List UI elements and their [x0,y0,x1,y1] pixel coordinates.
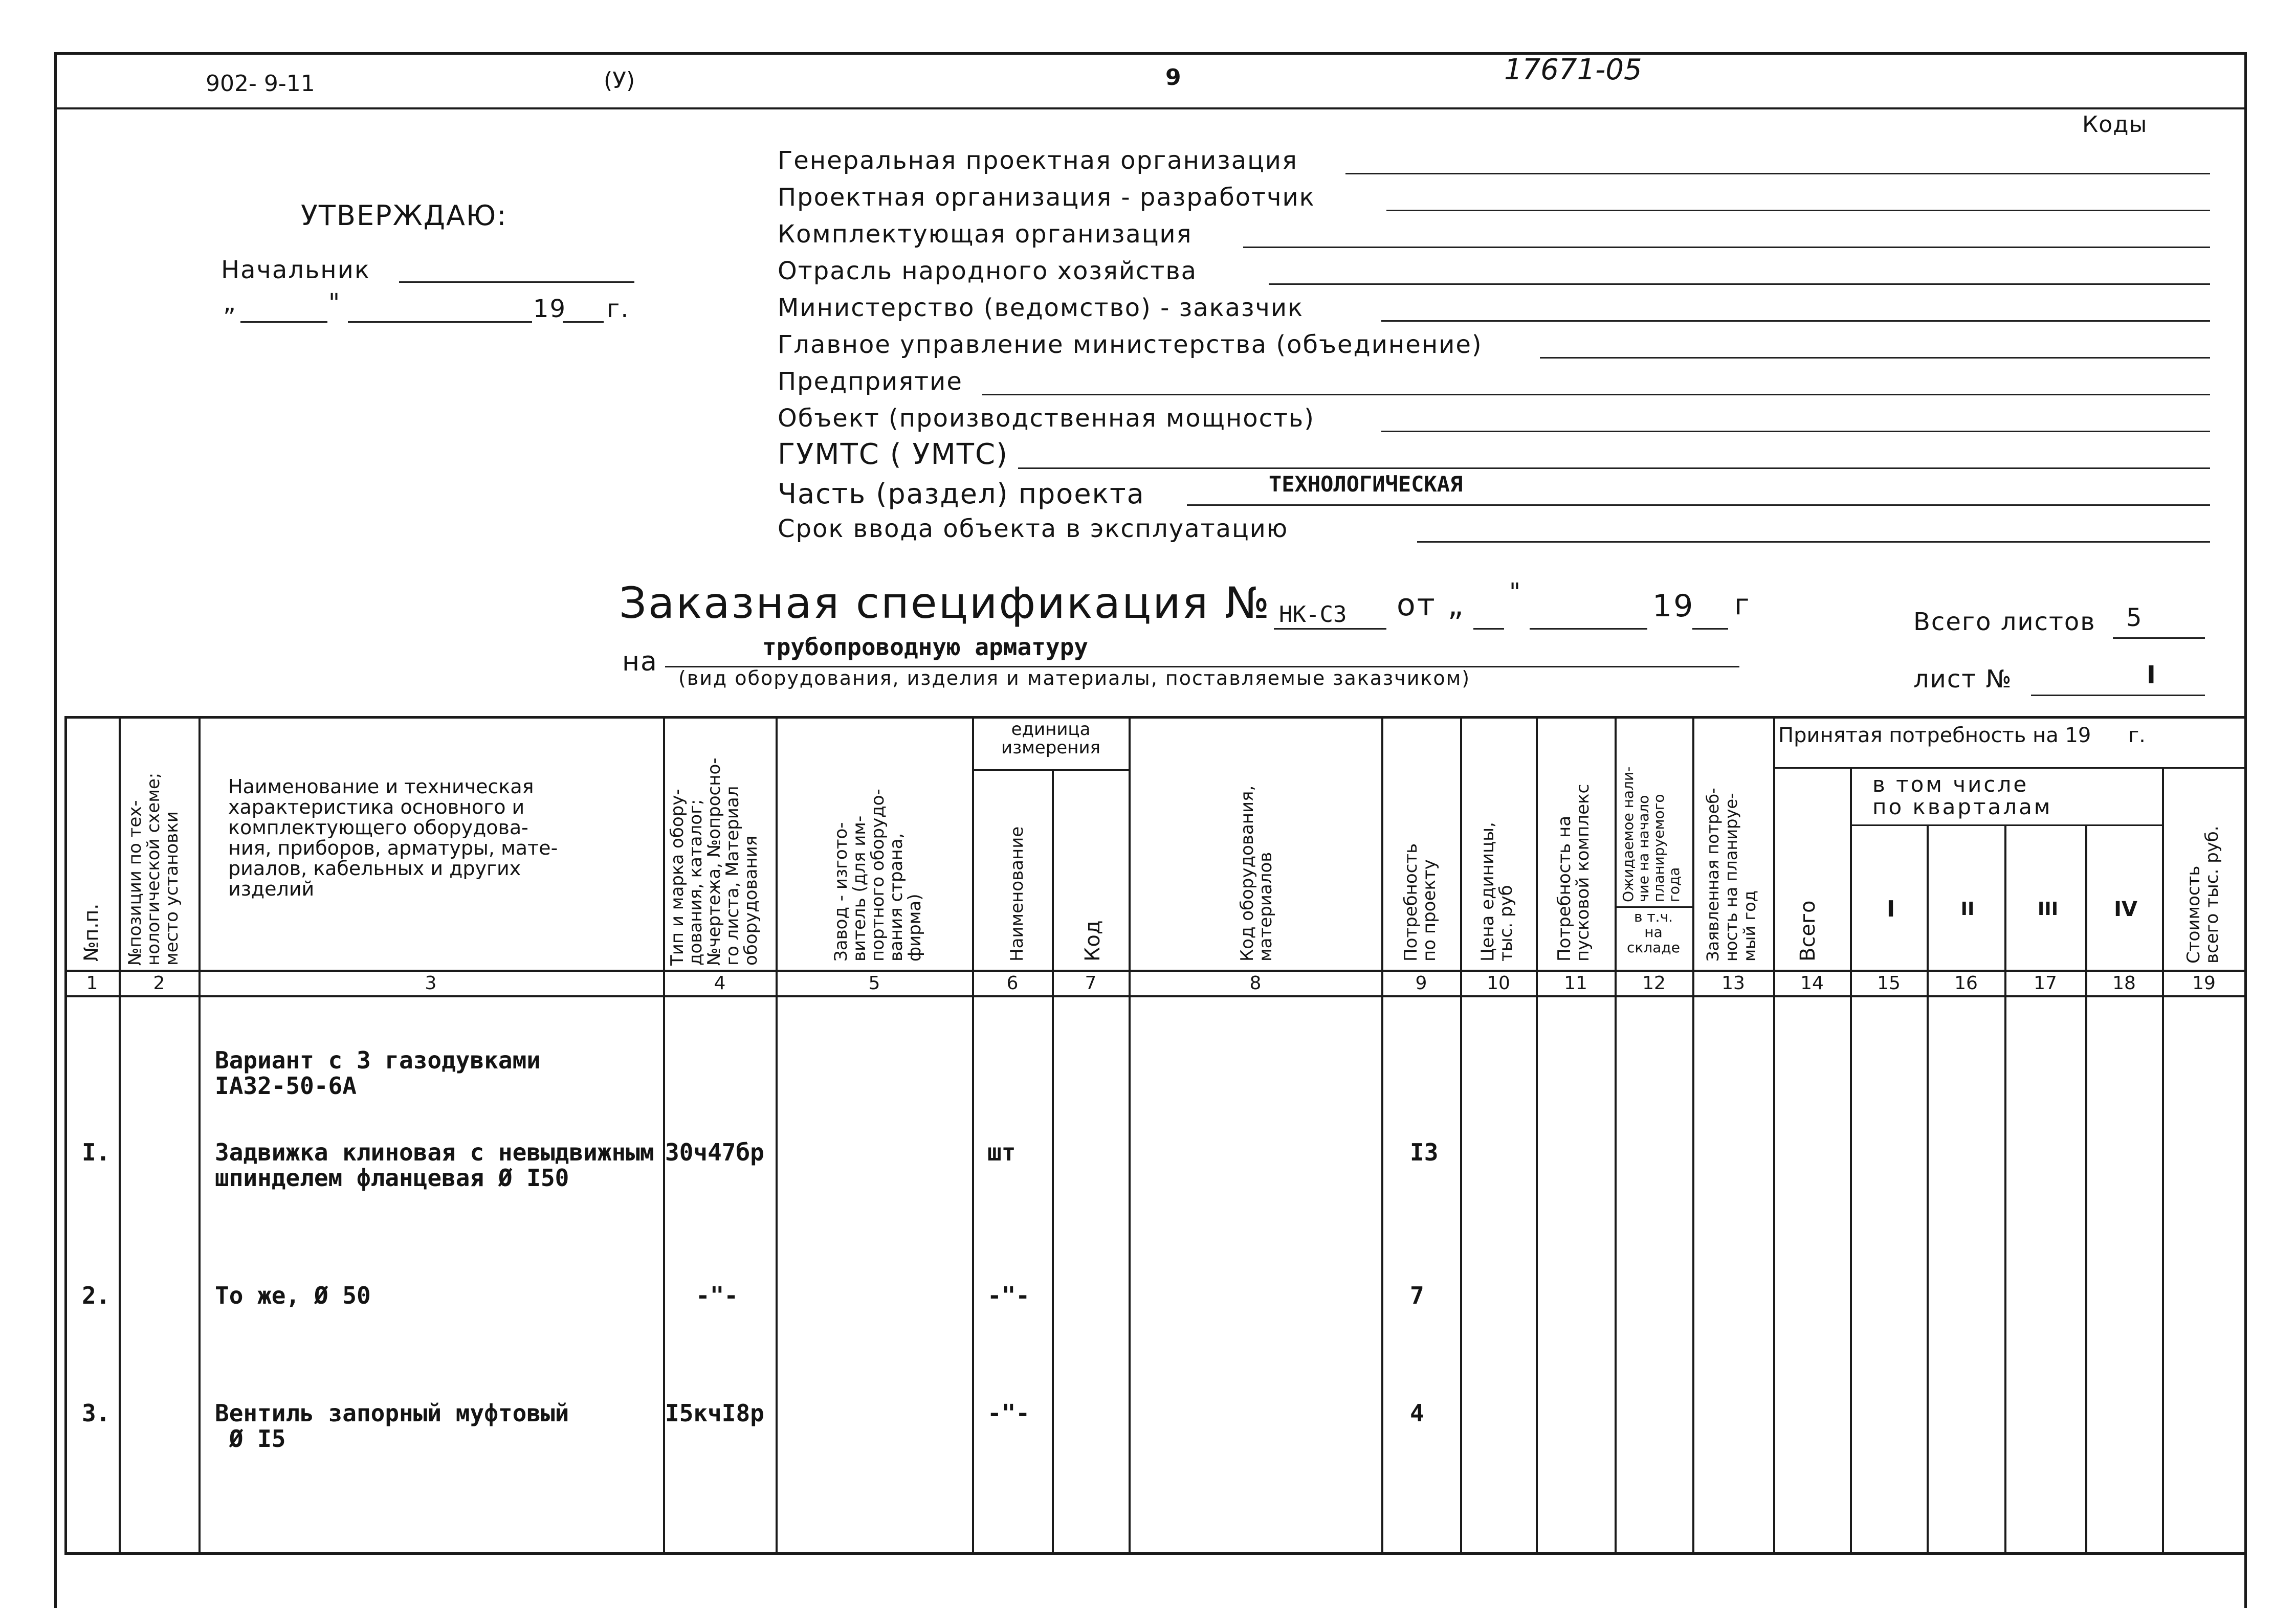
col-divider [1381,716,1383,1555]
header-unit-group: единица измерения [1001,719,1101,758]
column-number: 11 [1564,973,1587,994]
field-label: Отрасль народного хозяйства [778,257,1198,285]
column-number: 14 [1800,973,1824,994]
column-number: 4 [714,973,726,994]
field-label: Комплектующая организация [778,220,1193,249]
header-accepted [1778,726,2146,745]
spec-year: 19 [1652,588,1695,624]
field-label: Срок ввода объекта в эксплуатацию [778,515,1289,543]
field-value: ТЕХНОЛОГИЧЕСКАЯ [1269,472,1463,497]
header-name: Наименование и техническая характеристика основного и комплектующего оборудова- ния, приборов, арматуры, мате- риалов, кабельных и других изделий [228,775,558,900]
column-number: 9 [1415,973,1427,994]
column-number: 19 [2192,973,2216,994]
header-num: №п.п. [80,903,102,962]
header-startup: Потребность на пусковой комплекс [1554,784,1593,962]
quarters-divider [1850,824,2162,826]
field-row [778,146,2210,183]
sheet-number-line [2031,695,2205,696]
project-code: 902- 9-11 [206,71,315,97]
col-divider [1850,767,1852,1555]
unit-group-divider [972,769,1129,771]
header-q2: II [1960,899,1975,920]
header-q4: IV [2114,898,2137,921]
field-label: Проектная организация - разработчик [778,183,1315,212]
header-demand: Потребность по проекту [1401,843,1440,962]
field-underline [1540,357,2210,359]
document-mark: (У) [604,68,635,94]
row-unit: шт [987,1138,1016,1166]
column-number: 17 [2034,973,2057,994]
doc-number: 17671-05 [1504,53,1642,86]
header-q1: I [1886,896,1895,922]
field-row [778,472,2210,515]
spec-day-line [1473,628,1504,630]
spec-number-line [1274,628,1386,630]
field-underline [1345,173,2210,174]
row-type: -"- [696,1282,739,1309]
header-equipment-code: Код оборудования, материалов [1237,785,1276,962]
col-divider [1692,716,1694,1555]
header-quarters: в том числе по кварталам [1872,772,2052,819]
field-row [778,294,2210,330]
col-divider [663,716,665,1555]
col-divider [1773,716,1775,1555]
row-number: 3. [82,1399,111,1427]
field-label: Часть (раздел) проекта [778,478,1145,510]
field-underline [1018,467,2210,469]
field-label: Предприятие [778,367,963,396]
column-number: 15 [1877,973,1901,994]
field-underline [1417,541,2210,543]
header-declared: Заявленная потреб- ность на планируе- мый год [1703,788,1759,962]
date-year-line [563,321,604,323]
col-divider [776,716,778,1555]
row-type: 30ч47бр [665,1138,764,1166]
spec-month-line [1530,628,1647,630]
field-label: Главное управление министерства (объединение) [778,330,1483,359]
field-underline [1243,247,2210,248]
field-label: Генеральная проектная организация [778,146,1298,175]
col-divider [1460,716,1462,1555]
column-number: 5 [868,973,880,994]
col-divider [119,716,121,1555]
col-divider [2162,767,2164,1555]
field-underline [1386,210,2210,211]
header-bottom [64,970,2247,972]
approval-block [220,194,670,327]
column-number: 10 [1487,973,1510,994]
field-label: Объект (производственная мощность) [778,404,1315,433]
row-qty: 7 [1410,1282,1424,1309]
codes-label: Коды [2082,111,2148,138]
spec-from-label: от „ [1397,587,1465,623]
header-divider [54,107,2247,109]
spec-subject-hint: (вид оборудования, изделия и материалы, поставляемые заказчиком) [678,667,1471,689]
field-row [778,330,2210,367]
date-open-quote: „ [223,288,237,317]
row-unit: -"- [987,1282,1030,1309]
date-day-line [240,321,327,323]
field-row [778,438,2210,478]
col-divider [198,716,201,1555]
header-expected: Ожидаемое нали- чие на начало планируемого года [1620,766,1683,902]
header-price: Цена единицы, тыс. руб [1477,822,1516,962]
spec-year-line [1692,628,1728,630]
spec-subject: трубопроводную арматуру [762,633,1088,661]
row-name: Задвижка клиновая с невыдвижным шпинделем фланцевая Ø I50 [215,1138,654,1192]
row-name: Вентиль запорный муфтовый Ø I5 [215,1399,569,1453]
field-row [778,220,2210,257]
column-number: 1 [86,973,98,994]
date-close-quote: " [328,288,341,317]
field-row [778,183,2210,220]
row-name: Вариант с 3 газодувками IA32-50-6A [215,1046,541,1100]
spec-number: НК-СЗ [1279,601,1347,628]
header-accepted-label: Принятая потребность на 19 [1778,724,2091,747]
chief-signature-line [399,281,634,283]
field-row [778,367,2210,404]
column-number: 7 [1085,973,1097,994]
total-sheets-line [2113,637,2205,639]
header-q3: III [2037,899,2059,920]
spec-title: Заказная спецификация № [619,578,1271,628]
column-number: 13 [1721,973,1745,994]
row-qty: 4 [1410,1399,1424,1427]
spec-quote: " [1509,578,1522,607]
column-number: 8 [1249,973,1262,994]
accepted-divider [1773,767,2247,769]
col-divider [1052,769,1054,1555]
field-underline [1187,504,2210,506]
header-unit-code: Код [1081,920,1105,962]
field-label: ГУМТС ( УМТС) [778,438,1008,471]
column-number: 6 [1006,973,1019,994]
row-name: То же, Ø 50 [215,1282,371,1309]
approval-title: УТВЕРЖДАЮ: [301,199,507,232]
header-accepted-suffix: г. [2128,724,2146,747]
field-underline [1269,283,2210,285]
sheet-label: лист № [1913,665,2013,694]
header-manufacturer: Завод - изгото- витель (для им- портного оборудо- вания страна, фирма) [831,789,925,962]
column-number: 18 [2112,973,2136,994]
stock-divider [1615,906,1692,908]
col-divider [1615,716,1617,1555]
field-row [778,404,2210,441]
col-divider [2085,824,2087,1555]
row-number: I. [82,1138,111,1166]
column-number: 2 [153,973,165,994]
header-stock: в т.ч. на складе [1627,908,1680,956]
total-sheets-label: Всего листов [1913,608,2096,636]
col-divider [1927,824,1929,1555]
sheet-number: I [2147,661,2157,689]
approval-year-suffix: г. [607,295,630,323]
header-unit-name: Наименование [1007,826,1027,962]
header-total: Всего [1796,900,1820,962]
field-row [778,257,2210,294]
field-row [778,515,2210,551]
header-type: Тип и марка обору- дования, каталог; №чертежа, №опросно- го листа, Материал оборудования [667,757,761,966]
header-position: №позиции по тех- нологической схеме; место установки [125,772,182,966]
chief-label: Начальник [221,256,370,284]
date-month-line [348,321,532,323]
col-divider [1536,716,1538,1555]
col-divider [972,716,974,1555]
total-sheets-value: 5 [2126,604,2143,632]
row-number: 2. [82,1282,111,1309]
row-type: I5кчI8р [665,1399,764,1427]
organization-fields [778,146,2210,555]
row-unit: -"- [987,1399,1030,1427]
field-underline [1381,320,2210,322]
approval-year: 19 [533,295,567,323]
col-divider [2004,824,2006,1555]
column-number: 3 [425,973,437,994]
field-underline [982,394,2210,395]
spec-on-label: на [622,646,658,677]
page-number: 9 [1165,64,1181,91]
field-underline [1381,431,2210,432]
column-number-bottom [64,995,2247,997]
col-divider [1129,716,1131,1555]
header-cost: Стоимость всего тыс. руб. [2183,825,2222,964]
column-number: 12 [1642,973,1666,994]
field-label: Министерство (ведомство) - заказчик [778,294,1304,322]
spec-year-suffix: г [1734,588,1751,621]
row-qty: I3 [1410,1138,1439,1166]
column-number: 16 [1954,973,1978,994]
